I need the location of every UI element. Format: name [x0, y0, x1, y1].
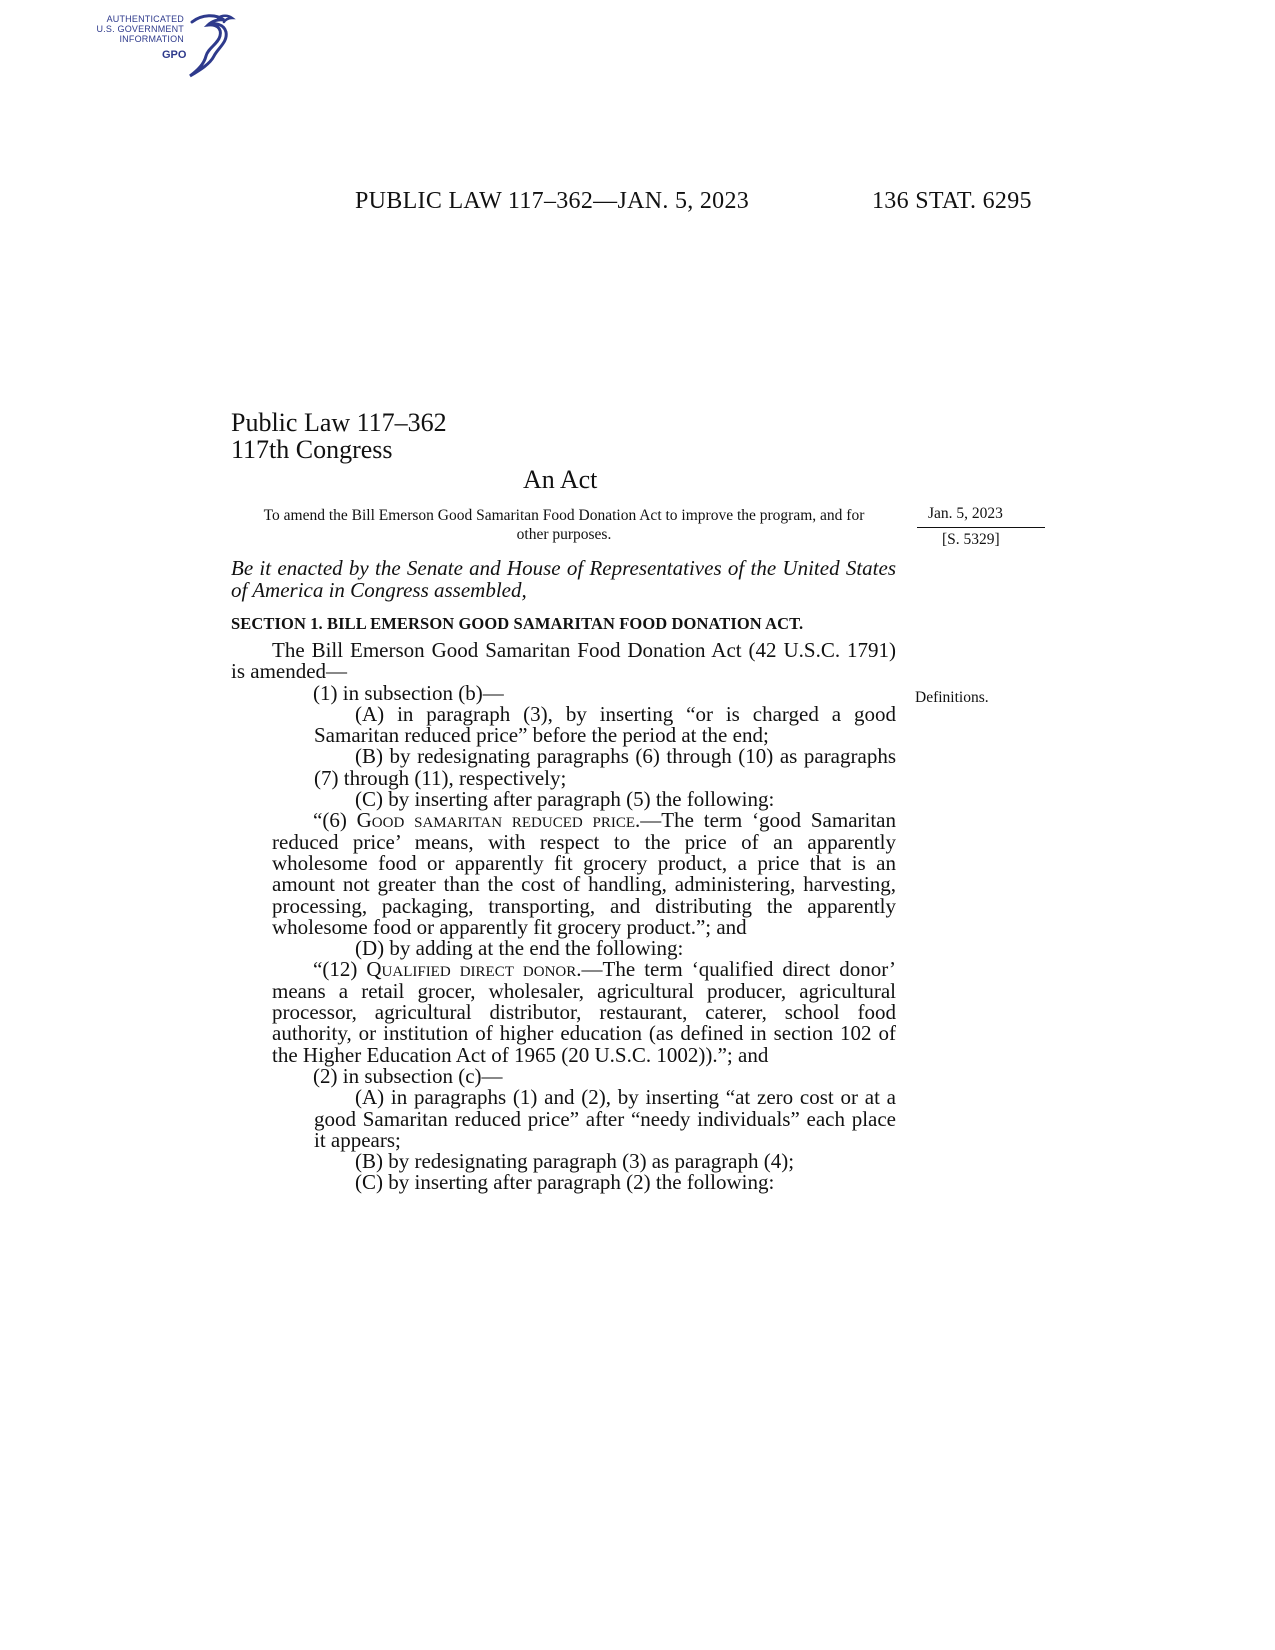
margin-divider: [917, 527, 1045, 528]
running-head: PUBLIC LAW 117–362—JAN. 5, 2023: [355, 188, 750, 214]
quoted-paragraph-6-prefix: “(6): [313, 808, 357, 833]
enacting-clause: Be it enacted by the Senate and House of Representatives of the United States of America in Congress assembled,: [231, 556, 896, 602]
gpo-mark: GPO: [162, 49, 187, 61]
seal-line-information: INFORMATION: [119, 34, 184, 44]
quoted-paragraph-6-body: .—The term ‘good Samaritan reduced price’ means, with respect to the price of an apparently wholesome food or apparently fit grocery product, a price that is an amount not greater than the cost of handling, administering, harvesting, processing, packaging, transporting, and distributing the apparently wholesome food or apparently fit grocery product.”; and: [272, 808, 896, 939]
quoted-paragraph-12-prefix: “(12): [313, 957, 367, 982]
section-body: [231, 640, 896, 1194]
subparagraph-2-b: (B) by redesignating paragraph (3) as paragraph (4);: [355, 1149, 795, 1174]
eagle-icon: [188, 12, 236, 78]
act-heading: An Act: [523, 465, 598, 494]
paragraph-1: (1) in subsection (b)—: [313, 680, 504, 705]
seal-line-authenticated: AUTHENTICATED: [106, 14, 184, 24]
public-law-number: Public Law 117–362: [231, 408, 447, 437]
margin-bill-number: [S. 5329]: [942, 531, 1000, 548]
congress-label: 117th Congress: [231, 435, 393, 464]
margin-note-definitions: Definitions.: [915, 689, 989, 706]
quoted-paragraph-6-heading: Good samaritan reduced price: [356, 808, 636, 833]
subparagraph-2-c: (C) by inserting after paragraph (2) the following:: [355, 1170, 775, 1195]
statute-page-number: 136 STAT. 6295: [872, 188, 1032, 214]
gpo-authentication-seal: [90, 8, 240, 80]
section-intro: The Bill Emerson Good Samaritan Food Donation Act (42 U.S.C. 1791) is amended—: [231, 638, 896, 684]
quoted-paragraph-12: [231, 959, 896, 1065]
quoted-paragraph-12-heading: Qualified direct donor: [366, 957, 577, 982]
subparagraph-1-b: (B) by redesignating paragraphs (6) through (10) as paragraphs (7) through (11), respectively;: [314, 744, 896, 790]
quoted-paragraph-12-body: .—The term ‘qualified direct donor’ means a retail grocer, wholesaler, agricultural producer, agricultural processor, agricultural distributor, restaurant, caterer, school food authority, or institution of higher education (as defined in section 102 of the Higher Education Act of 1965 (20 U.S.C. 1002)).”; and: [272, 957, 896, 1067]
section-heading: SECTION 1. BILL EMERSON GOOD SAMARITAN FOOD DONATION ACT.: [231, 614, 804, 633]
paragraph-2: (2) in subsection (c)—: [313, 1063, 503, 1088]
subparagraph-2-a: (A) in paragraphs (1) and (2), by inserting “at zero cost or at a good Samaritan reduced price” after “needy individuals” each place it appears;: [314, 1085, 896, 1152]
subparagraph-1-a: (A) in paragraph (3), by inserting “or is charged a good Samaritan reduced price” before the period at the end;: [314, 701, 896, 748]
quoted-paragraph-6: [231, 810, 896, 938]
seal-line-government: U.S. GOVERNMENT: [96, 24, 184, 34]
subparagraph-1-d: (D) by adding at the end the following:: [355, 936, 684, 961]
subparagraph-1-c: (C) by inserting after paragraph (5) the following:: [355, 787, 775, 812]
act-purpose: To amend the Bill Emerson Good Samaritan Food Donation Act to improve the program, and for other purposes.: [263, 507, 865, 543]
margin-date: Jan. 5, 2023: [928, 505, 1003, 522]
